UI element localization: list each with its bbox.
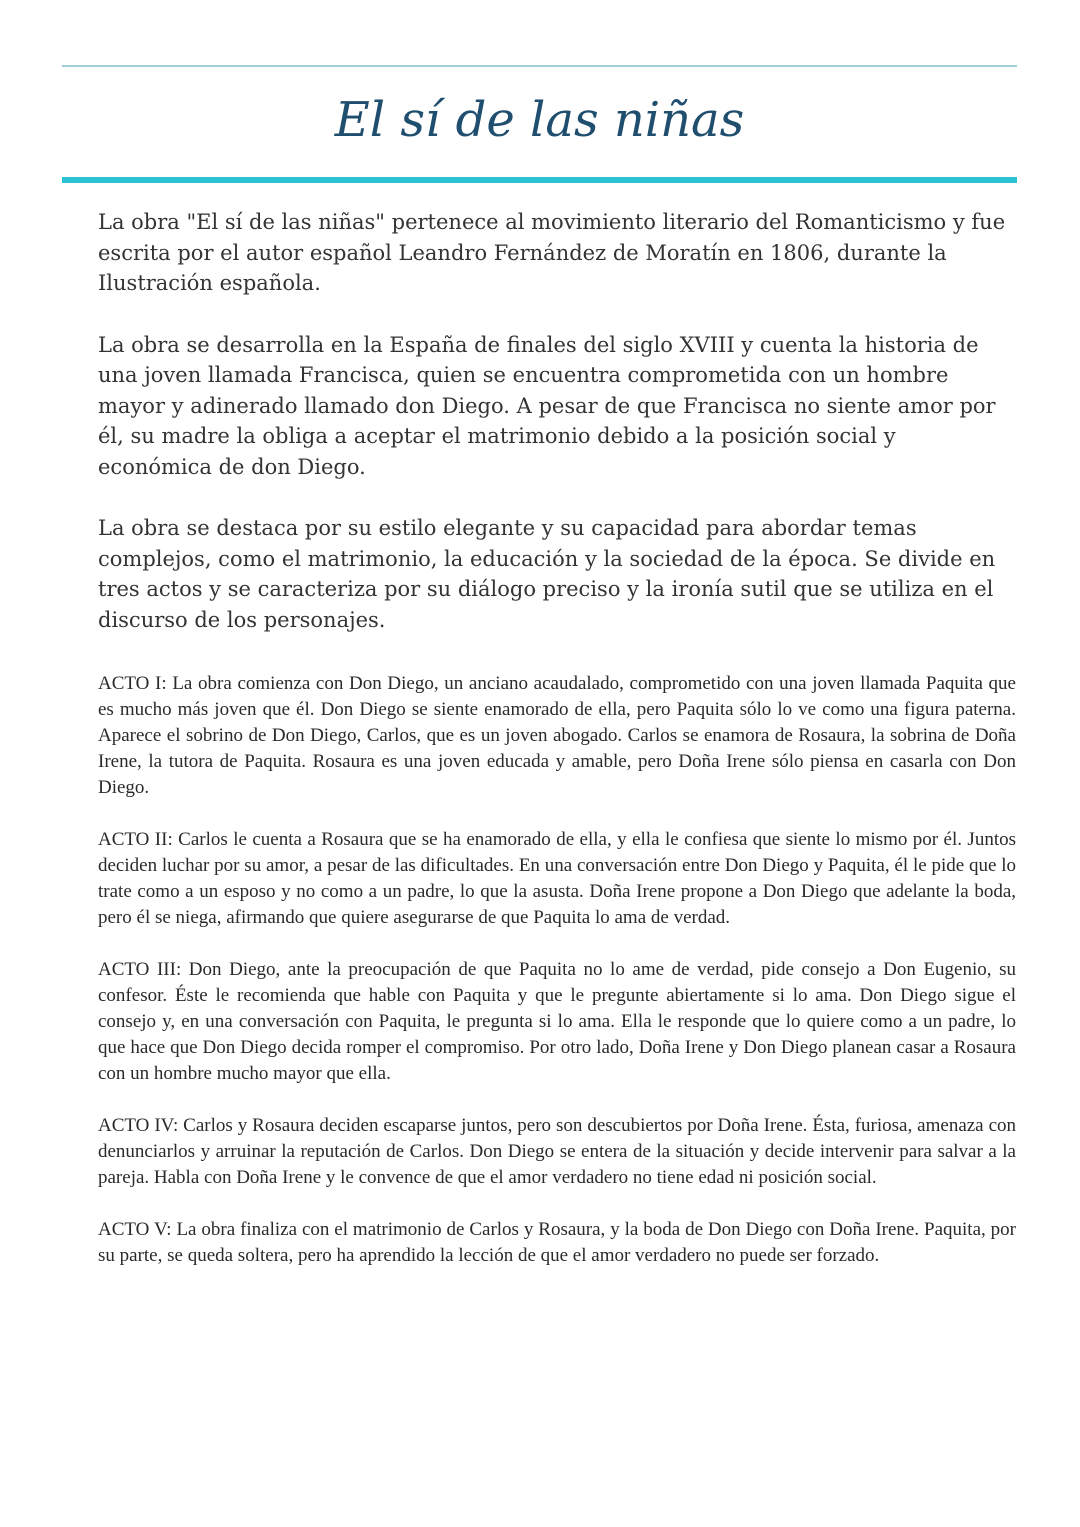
top-divider xyxy=(62,65,1017,67)
intro-paragraph-2: La obra se desarrolla en la España de finales del siglo XVIII y cuenta la historia de una joven llamada Francisca, quien se encuentra comprometida con un hombre mayor y adinerado llamado don Diego. A pesar de que Francisca no siente amor por él, su madre la obliga a aceptar el matrimonio debido a la posición social y económica de don Diego. xyxy=(98,332,996,479)
title-underline-bar xyxy=(62,177,1017,183)
intro-paragraph-3: La obra se destaca por su estilo elegante y su capacidad para abordar temas complejos, como el matrimonio, la educación y la sociedad de la época. Se divide en tres actos y se caracteriza por su diálogo preciso y la ironía sutil que se utiliza en el discurso de los personajes. xyxy=(98,516,996,632)
act-1-paragraph: ACTO I: La obra comienza con Don Diego, un anciano acaudalado, comprometido con una joven llamada Paquita que es mucho más joven que él. Don Diego se siente enamorado de ella, pero Paquita sólo lo ve como una figura paterna. Aparece el sobrino de Don Diego, Carlos, que es un joven abogado. Carlos se enamora de Rosaura, la sobrina de Doña Irene, la tutora de Paquita. Rosaura es una joven educada y amable, pero Doña Irene sólo piensa en casarla con Don Diego. xyxy=(98,673,1016,798)
act-2-paragraph: ACTO II: Carlos le cuenta a Rosaura que se ha enamorado de ella, y ella le confiesa que siente lo mismo por él. Juntos deciden luchar por su amor, a pesar de las dificultades. En una conversación entre Don Diego y Paquita, él le pide que lo trate como a un esposo y no como a un padre, lo que la asusta. Doña Irene propone a Don Diego que adelante la boda, pero él se niega, afirmando que quiere asegurarse de que Paquita lo ama de verdad. xyxy=(98,829,1016,928)
intro-paragraph-1: La obra "El sí de las niñas" pertenece al movimiento literario del Romanticismo y fue escrita por el autor español Leandro Fernández de Moratín en 1806, durante la Ilustración española. xyxy=(98,210,1006,295)
page-title: El sí de las niñas xyxy=(334,92,745,148)
acts-section xyxy=(98,671,1016,1269)
act-3-paragraph: ACTO III: Don Diego, ante la preocupación de que Paquita no lo ame de verdad, pide consejo a Don Eugenio, su confesor. Éste le recomienda que hable con Paquita y que le pregunte abiertamente si lo ama. Don Diego sigue el consejo y, en una conversación con Paquita, le pregunta si lo ama. Ella le responde que lo quiere como a un padre, lo que hace que Don Diego decida romper el compromiso. Por otro lado, Doña Irene y Don Diego planean casar a Rosaura con un hombre mucho mayor que ella. xyxy=(98,959,1016,1084)
document-body xyxy=(98,207,1016,1295)
act-5-paragraph: ACTO V: La obra finaliza con el matrimonio de Carlos y Rosaura, y la boda de Don Diego con Doña Irene. Paquita, por su parte, se queda soltera, pero ha aprendido la lección de que el amor verdadero no puede ser forzado. xyxy=(98,1219,1016,1266)
act-4-paragraph: ACTO IV: Carlos y Rosaura deciden escaparse juntos, pero son descubiertos por Doña Irene. Ésta, furiosa, amenaza con denunciarlos y arruinar la reputación de Carlos. Don Diego se entera de la situación y decide intervenir para salvar a la pareja. Habla con Doña Irene y le convence de que el amor verdadero no tiene edad ni posición social. xyxy=(98,1115,1016,1188)
